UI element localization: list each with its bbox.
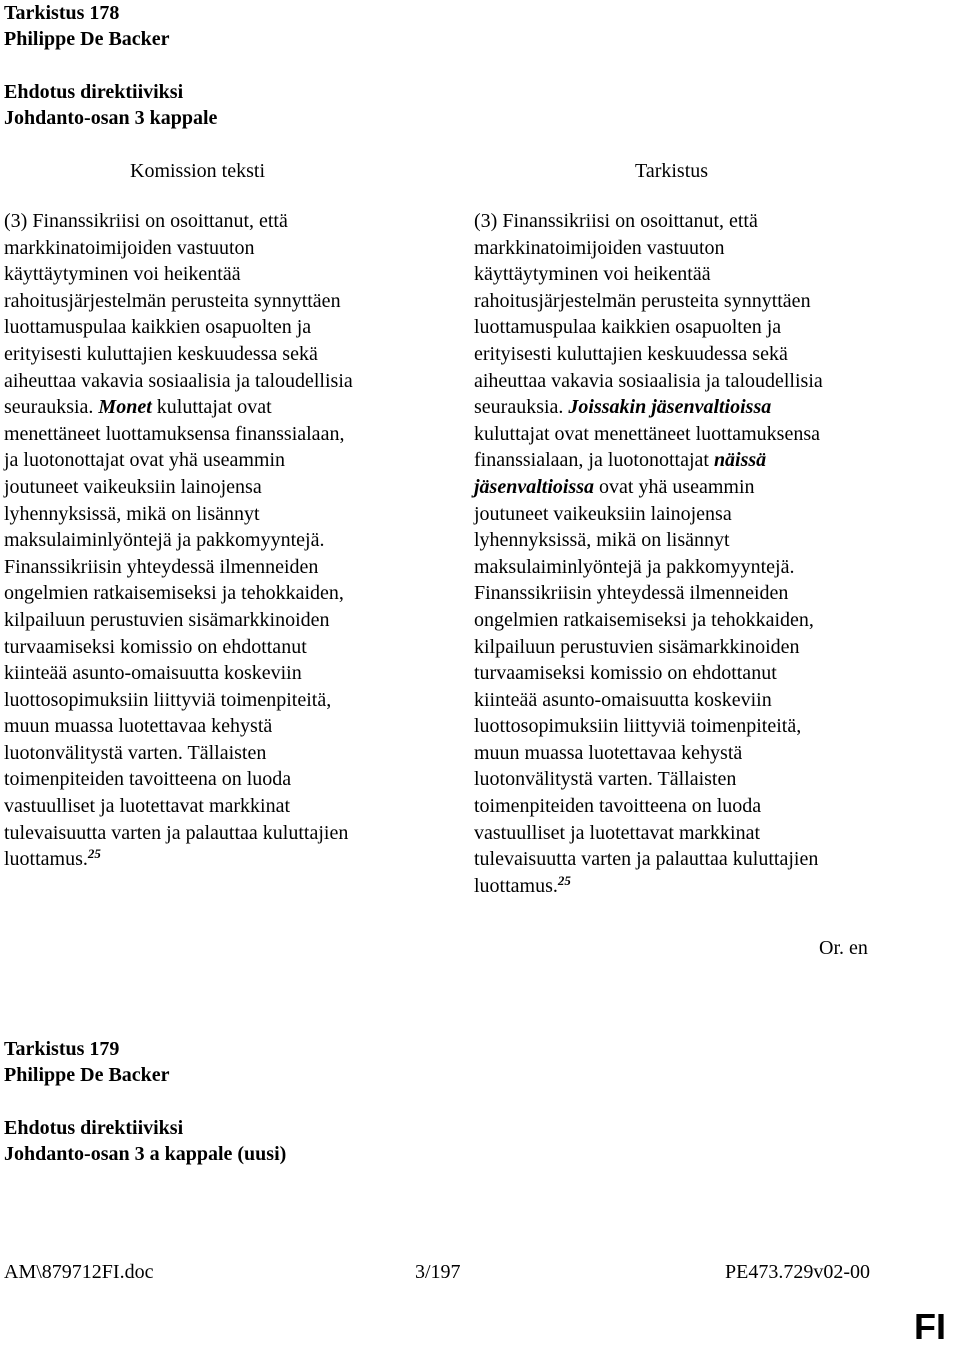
text-line: turvaamiseksi komissio on ehdottanut	[4, 635, 307, 658]
text-span: luottamus.	[474, 874, 558, 897]
original-language: Or. en	[819, 937, 868, 959]
highlighted-text: Joissakin jäsenvaltioissa	[568, 396, 772, 419]
recital-ref: Johdanto-osan 3 a kappale (uusi)	[4, 1143, 287, 1165]
text-line: muun muassa luotettavaa kehystä	[474, 741, 743, 764]
text-line: joutuneet vaikeuksiin lainojensa	[4, 475, 262, 498]
pe-reference: PE473.729v02-00	[725, 1261, 870, 1283]
text-line: ongelmien ratkaisemiseksi ja tehokkaiden,	[4, 582, 344, 605]
highlighted-text: jäsenvaltioissa	[474, 475, 595, 498]
page-number: 3/197	[415, 1261, 461, 1283]
doc-reference: AM\879712FI.doc	[4, 1261, 154, 1283]
text-line: maksulaiminlyöntejä ja pakkomyyntejä.	[474, 555, 795, 578]
footnote-ref[interactable]: 25	[87, 846, 101, 862]
text-line	[4, 846, 353, 873]
language-mark: FI	[914, 1306, 946, 1347]
amendment-number: Tarkistus 178	[4, 2, 120, 24]
text-line: ongelmien ratkaisemiseksi ja tehokkaiden,	[474, 608, 814, 631]
text-line: tulevaisuutta varten ja palauttaa kuluttajien	[474, 848, 819, 871]
text-line: joutuneet vaikeuksiin lainojensa	[474, 502, 732, 525]
text-span: finanssialaan, ja luotonottajat	[474, 449, 714, 472]
amendment-number: Tarkistus 179	[4, 1038, 120, 1060]
text-line: erityisesti kuluttajien keskuudessa sekä	[474, 342, 788, 365]
text-line: markkinatoimijoiden vastuuton	[4, 236, 255, 259]
text-line: aiheuttaa vakavia sosiaalisia ja taloudellisia	[4, 369, 353, 392]
text-line: tulevaisuutta varten ja palauttaa kuluttajien	[4, 821, 349, 844]
amendment-author: Philippe De Backer	[4, 28, 170, 50]
text-line: kiinteää asunto-omaisuutta koskeviin	[474, 688, 772, 711]
text-line: luotonvälitystä varten. Tällaisten	[4, 741, 267, 764]
text-span: kuluttajat ovat	[151, 396, 272, 419]
text-line: Finanssikriisin yhteydessä ilmenneiden	[474, 582, 789, 605]
text-line: lyhennyksissä, mikä on lisännyt	[4, 502, 260, 525]
amendment-author: Philippe De Backer	[4, 1064, 170, 1086]
text-span: ovat yhä useammin	[594, 475, 755, 498]
text-line	[474, 447, 823, 474]
recital-ref: Johdanto-osan 3 kappale	[4, 107, 218, 129]
text-line: rahoitusjärjestelmän perusteita synnyttäen	[4, 289, 341, 312]
highlighted-text: näissä	[713, 449, 767, 472]
text-line: muun muassa luotettavaa kehystä	[4, 715, 273, 738]
text-span: seurauksia.	[4, 396, 99, 419]
text-line: luottamuspulaa kaikkien osapuolten ja	[4, 316, 312, 339]
text-line	[4, 394, 353, 421]
text-line: ja luotonottajat ovat yhä useammin	[4, 449, 286, 472]
text-line: toimenpiteiden tavoitteena on luoda	[474, 795, 762, 818]
text-line: Finanssikriisin yhteydessä ilmenneiden	[4, 555, 319, 578]
text-line: kuluttajat ovat menettäneet luottamuksensa	[474, 422, 821, 445]
text-line: erityisesti kuluttajien keskuudessa sekä	[4, 342, 318, 365]
text-line: (3) Finanssikriisi on osoittanut, että	[4, 210, 288, 232]
text-line: toimenpiteiden tavoitteena on luoda	[4, 768, 292, 791]
text-line: luottosopimuksiin liittyviä toimenpiteitä,	[474, 715, 802, 738]
footnote-ref[interactable]: 25	[557, 872, 571, 888]
text-line: aiheuttaa vakavia sosiaalisia ja taloudellisia	[474, 369, 823, 392]
text-line: vastuulliset ja luotettavat markkinat	[4, 795, 291, 818]
text-line: markkinatoimijoiden vastuuton	[474, 236, 725, 259]
right-column-title: Tarkistus	[635, 160, 709, 182]
text-line: (3) Finanssikriisi on osoittanut, että	[474, 210, 758, 232]
text-line	[474, 474, 823, 501]
text-line: lyhennyksissä, mikä on lisännyt	[474, 529, 730, 552]
text-line: käyttäytyminen voi heikentää	[4, 263, 241, 286]
text-line: luottamuspulaa kaikkien osapuolten ja	[474, 316, 782, 339]
amendment-text	[474, 208, 823, 899]
text-line	[474, 873, 823, 900]
text-span: seurauksia.	[474, 396, 569, 419]
text-line: menettäneet luottamuksensa finanssialaan,	[4, 422, 345, 445]
text-line: käyttäytyminen voi heikentää	[474, 263, 711, 286]
text-line: luottosopimuksiin liittyviä toimenpiteitä,	[4, 688, 332, 711]
commission-text	[4, 208, 353, 873]
text-span: luottamus.	[4, 848, 88, 871]
highlighted-text: Monet	[98, 396, 152, 419]
text-line: kiinteää asunto-omaisuutta koskeviin	[4, 662, 302, 685]
text-line: rahoitusjärjestelmän perusteita synnyttäen	[474, 289, 811, 312]
text-line: turvaamiseksi komissio on ehdottanut	[474, 662, 777, 685]
proposal-title: Ehdotus direktiiviksi	[4, 1117, 184, 1139]
text-line	[474, 394, 823, 421]
text-line: vastuulliset ja luotettavat markkinat	[474, 821, 761, 844]
text-line: kilpailuun perustuvien sisämarkkinoiden	[474, 635, 800, 658]
text-line: maksulaiminlyöntejä ja pakkomyyntejä.	[4, 529, 325, 552]
text-line: luotonvälitystä varten. Tällaisten	[474, 768, 737, 791]
text-line: kilpailuun perustuvien sisämarkkinoiden	[4, 608, 330, 631]
left-column-title: Komission teksti	[130, 160, 266, 182]
proposal-title: Ehdotus direktiiviksi	[4, 81, 184, 103]
